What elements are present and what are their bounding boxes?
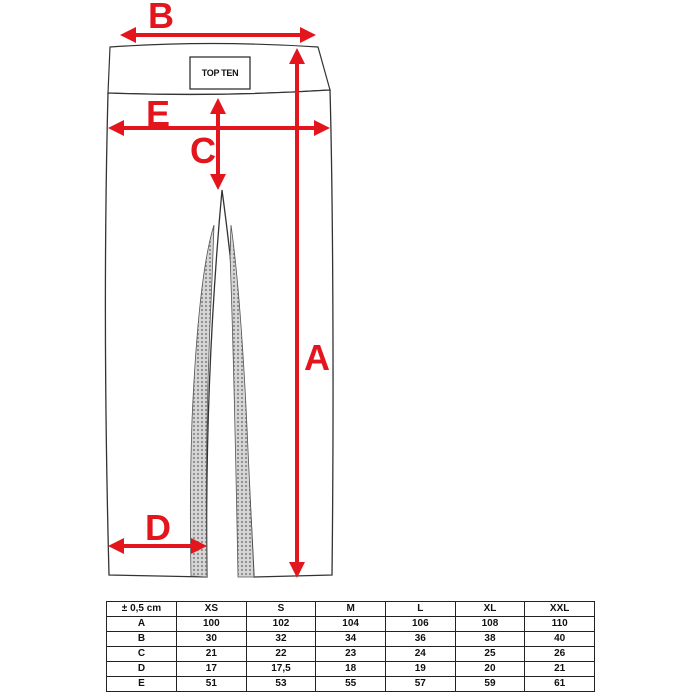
row-key: A: [107, 617, 177, 632]
table-cell: 36: [385, 632, 455, 647]
table-cell: 110: [525, 617, 595, 632]
table-cell: 30: [177, 632, 247, 647]
table-corner-label: ± 0,5 cm: [107, 602, 177, 617]
row-key: B: [107, 632, 177, 647]
table-cell: 61: [525, 677, 595, 692]
size-header-xxl: XXL: [525, 602, 595, 617]
table-cell: 108: [455, 617, 525, 632]
table-cell: 100: [177, 617, 247, 632]
table-cell: 51: [177, 677, 247, 692]
table-cell: 40: [525, 632, 595, 647]
table-cell: 17,5: [246, 662, 316, 677]
table-cell: 24: [385, 647, 455, 662]
table-cell: 23: [316, 647, 386, 662]
row-key: E: [107, 677, 177, 692]
label-b: B: [148, 0, 174, 36]
label-c: C: [190, 130, 216, 171]
table-cell: 106: [385, 617, 455, 632]
label-a: A: [304, 337, 330, 378]
table-cell: 17: [177, 662, 247, 677]
table-cell: 18: [316, 662, 386, 677]
table-cell: 32: [246, 632, 316, 647]
table-row-a: [107, 617, 595, 632]
table-cell: 59: [455, 677, 525, 692]
table-row-d: [107, 662, 595, 677]
size-header-xl: XL: [455, 602, 525, 617]
table-cell: 22: [246, 647, 316, 662]
table-row-b: [107, 632, 595, 647]
table-cell: 20: [455, 662, 525, 677]
row-key: D: [107, 662, 177, 677]
label-e: E: [146, 93, 171, 134]
table-cell: 21: [177, 647, 247, 662]
size-header-m: M: [316, 602, 386, 617]
table-cell: 57: [385, 677, 455, 692]
row-key: C: [107, 647, 177, 662]
table-cell: 25: [455, 647, 525, 662]
table-cell: 26: [525, 647, 595, 662]
table-cell: 55: [316, 677, 386, 692]
size-header-s: S: [246, 602, 316, 617]
table-cell: 38: [455, 632, 525, 647]
label-d: D: [145, 507, 171, 548]
table-cell: 53: [246, 677, 316, 692]
size-table: [106, 601, 595, 692]
table-cell: 21: [525, 662, 595, 677]
size-header-row: [107, 602, 595, 617]
table-cell: 102: [246, 617, 316, 632]
size-header-l: L: [385, 602, 455, 617]
table-cell: 34: [316, 632, 386, 647]
table-row-e: [107, 677, 595, 692]
size-header-xs: XS: [177, 602, 247, 617]
table-cell: 104: [316, 617, 386, 632]
table-row-c: [107, 647, 595, 662]
logo-text: TOP TEN: [201, 68, 239, 78]
table-cell: 19: [385, 662, 455, 677]
